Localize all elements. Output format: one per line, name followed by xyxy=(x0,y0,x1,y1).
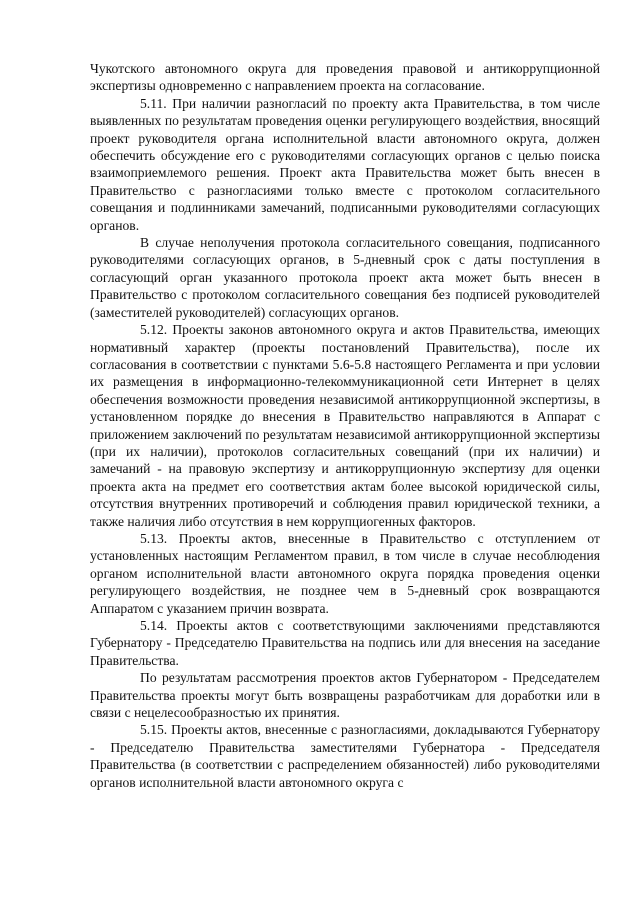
paragraph-5-14-note: По результатам рассмотрения проектов актов Губернатором - Председателем Правительства проекты могут быть возвращены разработчикам для доработки или в связи с нецелесообразностью их принятия. xyxy=(90,670,600,721)
paragraph-5-15: 5.15. Проекты актов, внесенные с разногласиями, докладываются Губернатору - Председателю Правительства заместителями Губернатора - Председателя Правительства (в соответствии с распределением обязанностей) либо руководителями органов исполнительной власти автономного округа с xyxy=(90,722,600,790)
paragraph-continuation: Чукотского автономного округа для проведения правовой и антикоррупционной экспертизы одновременно с направлением проекта на согласование. xyxy=(90,61,600,94)
paragraph-5-11-note: В случае неполучения протокола согласительного совещания, подписанного руководителями согласующих органов, в 5-дневный срок с даты поступления в согласующий орган указанного протокола проект акта может быть внесен в Правительство с протоколом согласительного совещания без подписей руководителей (заместителей руководителей) согласующих органов. xyxy=(90,235,600,320)
paragraph-5-12: 5.12. Проекты законов автономного округа и актов Правительства, имеющих нормативный характер (проекты постановлений Правительства), после их согласования в соответствии с пунктами 5.6-5.8 настоящего Регламента и при условии их размещения в информационно-телекоммуникационной сети Интернет в целях обеспечения возможности проведения независимой антикоррупционной экспертизы, в установленном порядке до внесения в Правительство направляются в Аппарат с приложением заключений по результатам независимой антикоррупционной экспертизы (при их наличии), протоколов согласительных совещаний (при их наличии) и замечаний - на правовую экспертизу и антикоррупционную экспертизу для оценки проекта акта на предмет его соответствия актам более высокой юридической силы, отсутствия внутренних противоречий и соблюдения правил юридической техники, а также наличия либо отсутствия в нем коррупциогенных факторов. xyxy=(90,322,600,529)
paragraph-5-11: 5.11. При наличии разногласий по проекту акта Правительства, в том числе выявленных по результатам проведения оценки регулирующего воздействия, вносящий проект руководителя органа исполнительной власти автономного округа, должен обеспечить обсуждение его с руководителями согласующих органов с целью поиска взаимоприемлемого решения. Проект акта Правительства может быть внесен в Правительство с разногласиями только вместе с протоколом согласительного совещания и подлинниками замечаний, подписанными руководителями согласующих органов. xyxy=(90,95,600,233)
document-page xyxy=(90,60,600,791)
paragraph-5-13: 5.13. Проекты актов, внесенные в Правительство с отступлением от установленных настоящим Регламентом правил, в том числе в случае несоблюдения органом исполнительной власти автономного округа порядка проведения оценки регулирующего воздействия, не позднее чем в 5-дневный срок возвращаются Аппаратом с указанием причин возврата. xyxy=(90,530,600,616)
paragraph-5-14: 5.14. Проекты актов с соответствующими заключениями представляются Губернатору - Председателю Правительства на подпись или для внесения на заседание Правительства. xyxy=(90,618,600,668)
